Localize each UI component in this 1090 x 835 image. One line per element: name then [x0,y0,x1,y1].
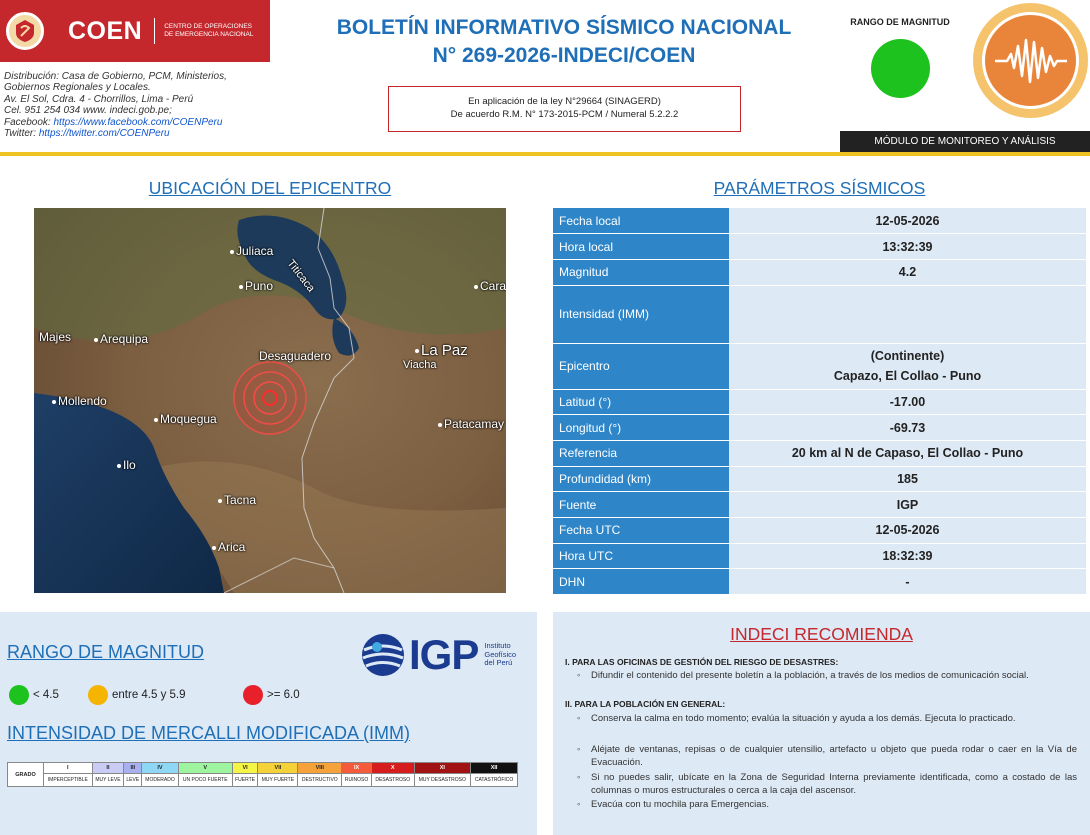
legend-panel [0,612,537,835]
mercalli-description: MUY FUERTE [258,774,298,787]
distribution-line: Av. El Sol, Cdra. 4 - Chorrillos, Lima - Perú [4,93,194,105]
mercalli-grade: XI [414,763,471,774]
mercalli-description: DESASTROSO [371,774,414,787]
param-label: DHN [553,569,729,595]
magnitude-range-heading: RANGO DE MAGNITUD [7,642,205,662]
coen-logo [0,0,270,62]
header-divider [0,152,1090,156]
legend-item-low: < 4.5 [9,685,59,705]
param-label: Fecha local [553,208,729,234]
logo-divider [154,18,155,44]
map-label-titicaca: Titicaca [284,257,318,295]
param-label: Intensidad (IMM) [553,285,729,343]
table-row [553,440,1086,466]
law-line-1: En aplicación de la ley N°29664 (SINAGERD) [468,96,661,107]
seismic-params-heading: PARÁMETROS SÍSMICOS [713,178,926,198]
twitter-line [4,128,264,139]
coen-subtitle: CENTRO DE OPERACIONES DE EMERGENCIA NACIONAL [164,23,254,38]
param-value [729,285,1086,343]
recommendation-item: ◦ Difundir el contenido del presente boletín a la población, a través de los medios de comunicación social. [577,670,1077,683]
param-value: 12-05-2026 [729,518,1086,544]
mercalli-grade: II [92,763,124,774]
param-label: Longitud (°) [553,415,729,441]
mercalli-scale-table [7,762,518,787]
recommendations-panel [553,612,1090,835]
param-label: Fuente [553,492,729,518]
mercalli-description: MUY DESASTROSO [414,774,471,787]
facebook-line [4,117,264,128]
param-value: 4.2 [729,259,1086,285]
law-line-2: De acuerdo R.M. N° 173-2015-PCM / Numeral 5.2.2.2 [450,108,679,120]
param-label: Fecha UTC [553,518,729,544]
table-row [553,343,1086,389]
param-label: Magnitud [553,259,729,285]
legend-item-high: >= 6.0 [243,685,300,705]
distribution-info [4,71,264,139]
mercalli-grade: III [124,763,142,774]
param-value: 20 km al N de Capaso, El Collao - Puno [729,440,1086,466]
table-row [553,285,1086,343]
mercalli-grade-row [8,763,518,774]
map-label-viacha: Viacha [403,359,437,371]
mercalli-grade: VIII [298,763,342,774]
table-row [553,518,1086,544]
mercalli-description: IMPERCEPTIBLE [44,774,93,787]
distribution-line: Cel. 951 254 034 www. indeci.gob.pe; [4,105,172,117]
twitter-label: Twitter: [4,128,39,140]
bulletin-title [290,14,838,70]
table-row [553,543,1086,569]
map-label-lapaz: La Paz [415,342,468,359]
mercalli-description: FUERTE [232,774,258,787]
param-value: - [729,569,1086,595]
mercalli-grade: VI [232,763,258,774]
mercalli-description: RUINOSO [342,774,372,787]
seismograph-logo-icon [973,3,1088,118]
mercalli-description: MODERADO [142,774,179,787]
param-value: 185 [729,466,1086,492]
distribution-line: Gobiernos Regionales y Locales. [4,82,151,94]
monitoring-module-bar: MÓDULO DE MONITOREO Y ANÁLISIS [840,131,1090,153]
legend-item-medium: entre 4.5 y 5.9 [88,685,186,705]
map-label-patacamaya: Patacamay [438,417,504,431]
mercalli-grade: XII [471,763,518,774]
seismic-params-table [553,208,1086,595]
param-label: Profundidad (km) [553,466,729,492]
param-value: -17.00 [729,389,1086,415]
recommendation-item: ◦ Aléjate de ventanas, repisas o de cualquier utensilio, artefacto u objeto que pueda rodar o caer en la Vía de Evacuación. [577,744,1077,769]
table-row [553,415,1086,441]
table-row [553,492,1086,518]
map-label-puno: Puno [239,279,273,293]
mercalli-grade: V [178,763,232,774]
param-value: 12-05-2026 [729,208,1086,234]
coen-wordmark: COEN [68,16,143,45]
mercalli-grade: VII [258,763,298,774]
magnitude-indicator-light [871,39,930,98]
map-label-arica: Arica [212,540,245,554]
table-row [553,466,1086,492]
param-value: 18:32:39 [729,543,1086,569]
mercalli-grade: IV [142,763,179,774]
param-label: Referencia [553,440,729,466]
igp-wordmark: IGP [409,631,479,678]
magnitude-range-label: RANGO DE MAGNITUD [850,17,950,27]
table-row [553,259,1086,285]
map-label-ilo: Ilo [117,458,136,472]
mercalli-description: CATASTRÓFICO [471,774,518,787]
table-row [553,234,1086,260]
recommendation-section-title: I. PARA LAS OFICINAS DE GESTIÓN DEL RIESGO DE DESASTRES: [565,657,839,667]
title-line-1: BOLETÍN INFORMATIVO SÍSMICO NACIONAL [336,16,792,39]
param-value [729,343,1086,389]
param-label: Epicentro [553,343,729,389]
map-label-moquegua: Moquegua [154,412,217,426]
param-value: 13:32:39 [729,234,1086,260]
mercalli-description: UN POCO FUERTE [178,774,232,787]
map-label-cara: Cara [474,279,506,293]
recommendation-item: ◦ Si no puedes salir, ubícate en la Zona de Seguridad Interna previamente identificada, como a costado de las columnas o muros estructurales o cerca a la caja del ascensor. [577,772,1077,797]
mercalli-heading: INTENSIDAD DE MERCALLI MODIFICADA (IMM) [7,723,411,743]
igp-subtitle: Instituto Geofísico del Perú [484,641,517,668]
red-dot-icon [243,685,263,705]
mercalli-label-row [8,774,518,787]
param-value: IGP [729,492,1086,518]
grado-label: GRADO [8,763,44,787]
green-dot-icon [9,685,29,705]
title-line-2: N° 269-2026-INDECI/COEN [432,44,696,67]
mercalli-description: MUY LEVE [92,774,124,787]
epicenter-map[interactable] [34,208,506,593]
mercalli-description: LEVE [124,774,142,787]
table-row [553,389,1086,415]
bulletin-header [0,0,1090,152]
epicenter-heading: UBICACIÓN DEL EPICENTRO [148,178,392,198]
table-row [553,208,1086,234]
mercalli-description: DESTRUCTIVO [298,774,342,787]
map-label-desaguadero: Desaguadero [259,349,332,363]
facebook-link[interactable]: https://www.facebook.com/COENPeru [53,116,223,128]
recommendation-item: ◦ Evacúa con tu mochila para Emergencias. [577,799,1077,812]
mercalli-grade: I [44,763,93,774]
distribution-line: Distribución: Casa de Gobierno, PCM, Ministerios, [4,71,227,82]
map-label-juliaca: Juliaca [230,244,273,258]
igp-logo [360,632,524,678]
recommendation-section-title: II. PARA LA POBLACIÓN EN GENERAL: [565,699,726,709]
recommendations-heading: INDECI RECOMIENDA [730,624,913,644]
param-label: Hora local [553,234,729,260]
mercalli-grade: X [371,763,414,774]
map-label-tacna: Tacna [218,493,256,507]
recommendation-item: ◦ Conserva la calma en todo momento; evalúa la situación y ayuda a los demás. Ejecuta lo practicado. [577,713,1077,726]
igp-globe-icon [360,632,406,678]
map-label-arequipa: Arequipa [94,332,148,346]
epicenter-place: Capazo, El Collao - Puno [833,369,982,384]
param-label: Latitud (°) [553,389,729,415]
law-reference-box [388,86,741,132]
map-label-majes: Majes [39,330,72,344]
param-value: -69.73 [729,415,1086,441]
facebook-label: Facebook: [4,116,54,128]
twitter-link[interactable]: https://twitter.com/COENPeru [38,128,170,140]
epicenter-zone: (Continente) [870,349,945,364]
yellow-dot-icon [88,685,108,705]
param-label: Hora UTC [553,543,729,569]
map-label-mollendo: Mollendo [52,394,107,408]
indeci-emblem-icon [6,12,44,50]
table-row [553,569,1086,595]
mercalli-grade: IX [342,763,372,774]
